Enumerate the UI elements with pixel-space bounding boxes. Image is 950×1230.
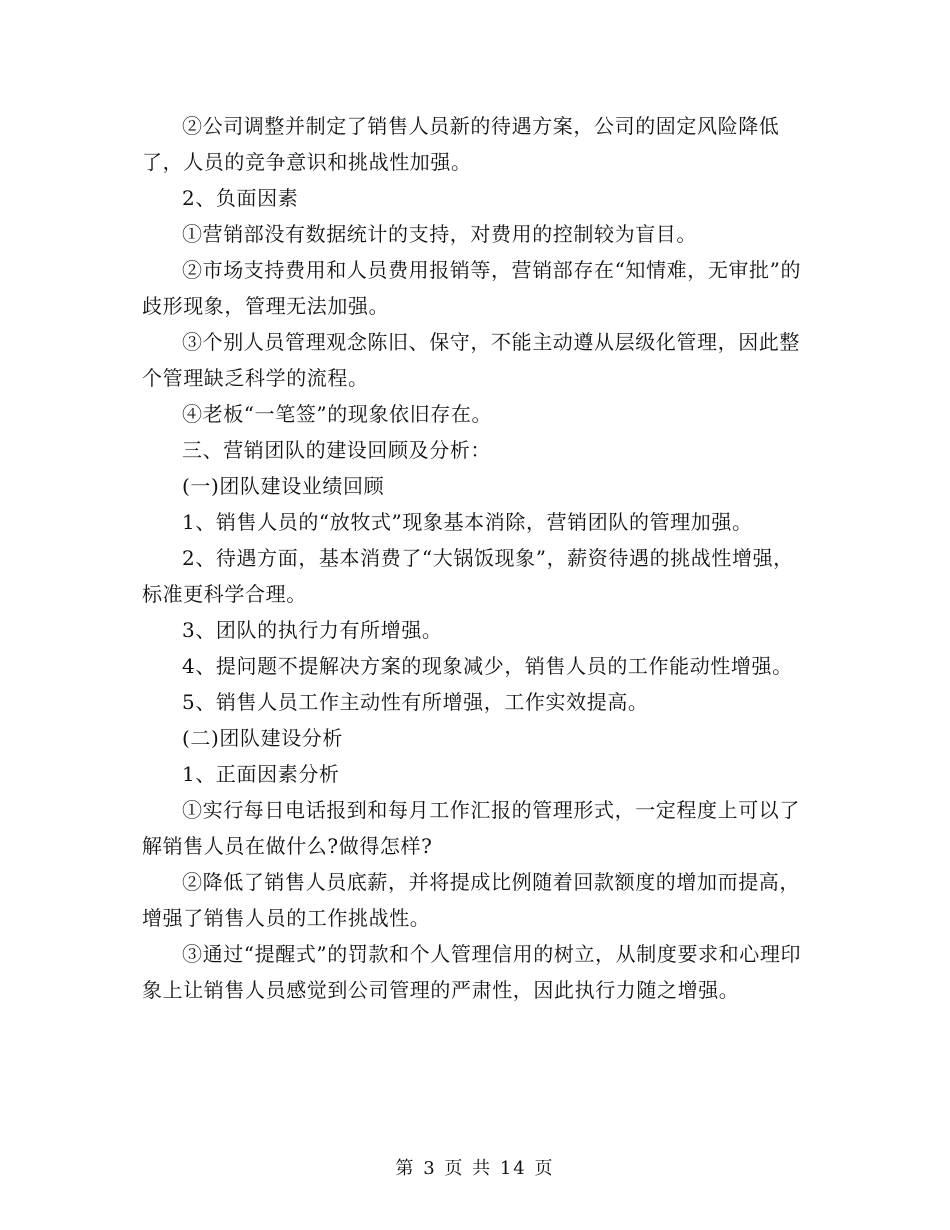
paragraph: ②市场支持费用和人员费用报销等，营销部存在“知情难，无审批”的歧形现象，管理无法加强。 xyxy=(142,258,802,318)
page-number-footer: 第 3 页 共 14 页 xyxy=(395,1158,555,1179)
section-heading: 三、营销团队的建设回顾及分析： xyxy=(182,438,491,462)
section-heading: 1、正面因素分析 xyxy=(182,762,340,786)
document-body xyxy=(142,108,812,1008)
paragraph: ③个别人员管理观念陈旧、保守，不能主动遵从层级化管理，因此整个管理缺乏科学的流程。 xyxy=(142,330,800,390)
paragraph: ①营销部没有数据统计的支持，对费用的控制较为盲目。 xyxy=(182,222,697,246)
paragraph: ③通过“提醒式”的罚款和个人管理信用的树立，从制度要求和心理印象上让销售人员感觉到公司管理的严肃性，因此执行力随之增强。 xyxy=(142,942,802,1002)
paragraph: ①实行每日电话报到和每月工作汇报的管理形式，一定程度上可以了解销售人员在做什么?做得怎样? xyxy=(142,798,800,858)
paragraph: 5、销售人员工作主动性有所增强，工作实效提高。 xyxy=(182,690,649,714)
paragraph: 4、提问题不提解决方案的现象减少，销售人员的工作能动性增强。 xyxy=(182,654,793,678)
paragraph: 3、团队的执行力有所增强。 xyxy=(182,618,443,642)
paragraph: ②公司调整并制定了销售人员新的待遇方案，公司的固定风险降低了，人员的竞争意识和挑战性加强。 xyxy=(142,114,780,174)
paragraph: 2、待遇方面，基本消费了“大锅饭现象”，薪资待遇的挑战性增强，标准更科学合理。 xyxy=(142,546,794,606)
subsection-heading: (一)团队建设业绩回顾 xyxy=(182,474,385,498)
paragraph: ④老板“一笔签”的现象依旧存在。 xyxy=(182,402,493,426)
paragraph: ②降低了销售人员底薪，并将提成比例随着回款额度的增加而提高，增强了销售人员的工作挑战性。 xyxy=(142,870,800,930)
subsection-heading: (二)团队建设分析 xyxy=(182,726,344,750)
paragraph: 1、销售人员的“放牧式”现象基本消除，营销团队的管理加强。 xyxy=(182,510,753,534)
section-heading: 2、负面因素 xyxy=(182,186,299,210)
